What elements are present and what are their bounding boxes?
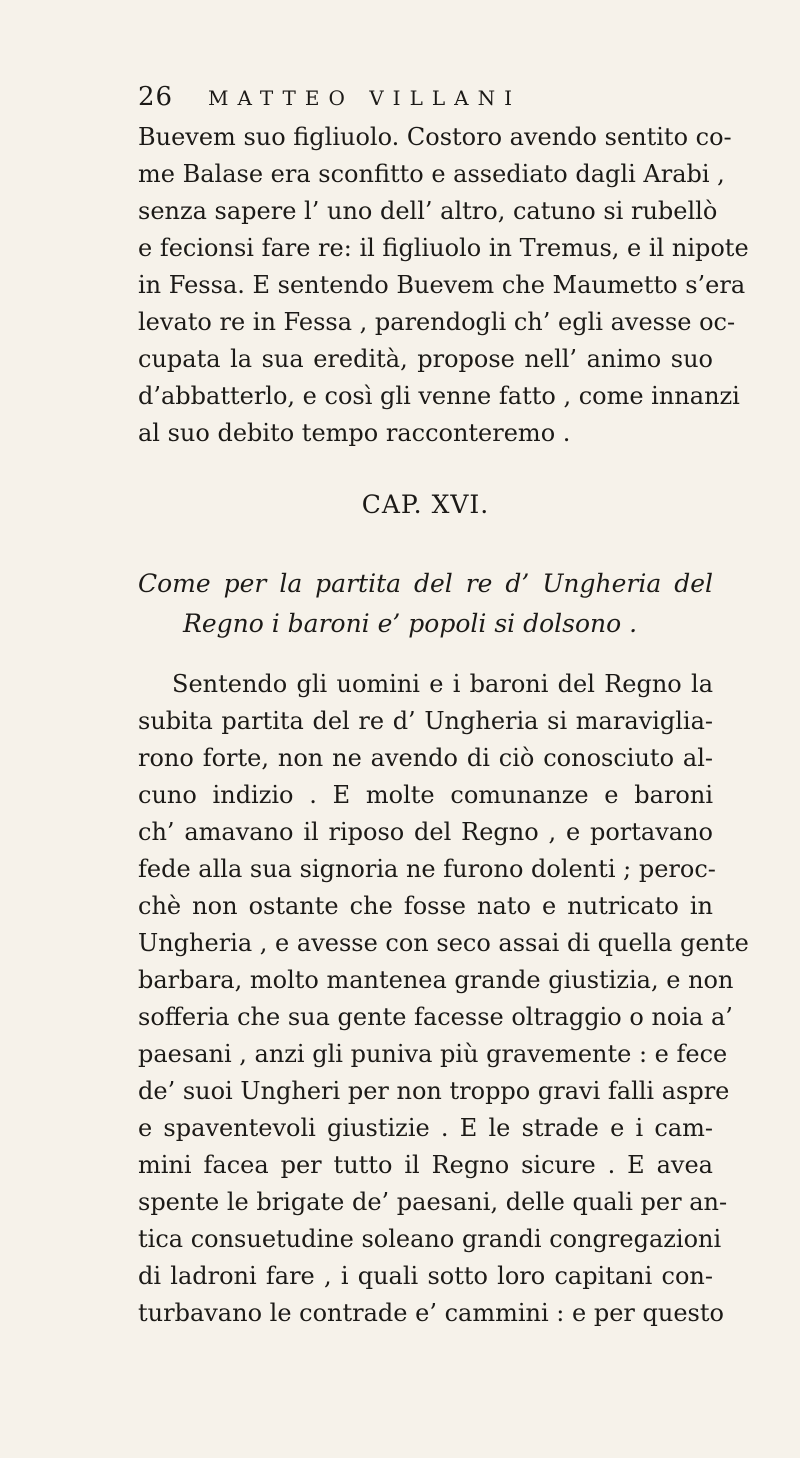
text-line: in Fessa. E sentendo Buevem che Maumetto s’era: [138, 271, 746, 299]
text-line: turbavano le contrade e’ cammini : e per questo: [138, 1299, 724, 1327]
text-line: chè non ostante che fosse nato e nutricato in: [138, 892, 713, 920]
text-line: tica consuetudine soleano grandi congregazioni: [138, 1225, 722, 1253]
text-line: e spaventevoli giustizie . E le strade e i cam-: [138, 1114, 713, 1142]
chapter-heading: CAP. XVI.: [361, 490, 490, 519]
text-line: de’ suoi Ungheri per non troppo gravi falli aspre: [138, 1077, 730, 1105]
running-head: MATTEO VILLANI: [208, 86, 521, 110]
text-line: spente le brigate de’ paesani, delle quali per an-: [138, 1188, 728, 1216]
page-number: 26: [138, 82, 174, 112]
text-line: paesani , anzi gli puniva più gravemente : e fece: [138, 1040, 728, 1068]
text-line: rono forte, non ne avendo di ciò conosciuto al-: [138, 744, 713, 772]
text-line: levato re in Fessa , parendogli ch’ egli avesse oc-: [138, 308, 736, 336]
text-line: cupata la sua eredità, propose nell’ animo suo: [138, 345, 713, 373]
text-line: al suo debito tempo racconteremo .: [138, 419, 571, 447]
text-line: Sentendo gli uomini e i baroni del Regno la: [172, 670, 713, 698]
chapter-title-line: Come per la partita del re d’ Ungheria del: [138, 569, 713, 598]
text-line: sofferia che sua gente facesse oltraggio o noia a’: [138, 1003, 733, 1031]
text-line: Buevem suo figliuolo. Costoro avendo sentito co-: [138, 123, 732, 151]
text-line: fede alla sua signoria ne furono dolenti ; peroc-: [138, 855, 716, 883]
text-line: di ladroni fare , i quali sotto loro capitani con-: [138, 1262, 713, 1290]
text-line: e fecionsi fare re: il figliuolo in Tremus, e il nipote: [138, 234, 749, 262]
chapter-title: [138, 564, 713, 644]
text-line: mini facea per tutto il Regno sicure . E avea: [138, 1151, 713, 1179]
paragraph-1: [138, 119, 749, 452]
text-line: Ungheria , e avesse con seco assai di quella gente: [138, 929, 749, 957]
paragraph-2: [138, 666, 749, 1332]
text-line: ch’ amavano il riposo del Regno , e portavano: [138, 818, 713, 846]
chapter-title-line: Regno i baroni e’ popoli si dolsono .: [183, 609, 638, 638]
text-line: cuno indizio . E molte comunanze e baroni: [138, 781, 713, 809]
text-line: d’abbatterlo, e così gli venne fatto , come innanzi: [138, 382, 740, 410]
text-line: me Balase era sconfitto e assediato dagli Arabi ,: [138, 160, 725, 188]
page-header: [138, 82, 708, 116]
text-line: senza sapere l’ uno dell’ altro, catuno si rubellò: [138, 197, 718, 225]
text-line: barbara, molto mantenea grande giustizia, e non: [138, 966, 734, 994]
text-line: subita partita del re d’ Ungheria si maraviglia-: [138, 707, 713, 735]
